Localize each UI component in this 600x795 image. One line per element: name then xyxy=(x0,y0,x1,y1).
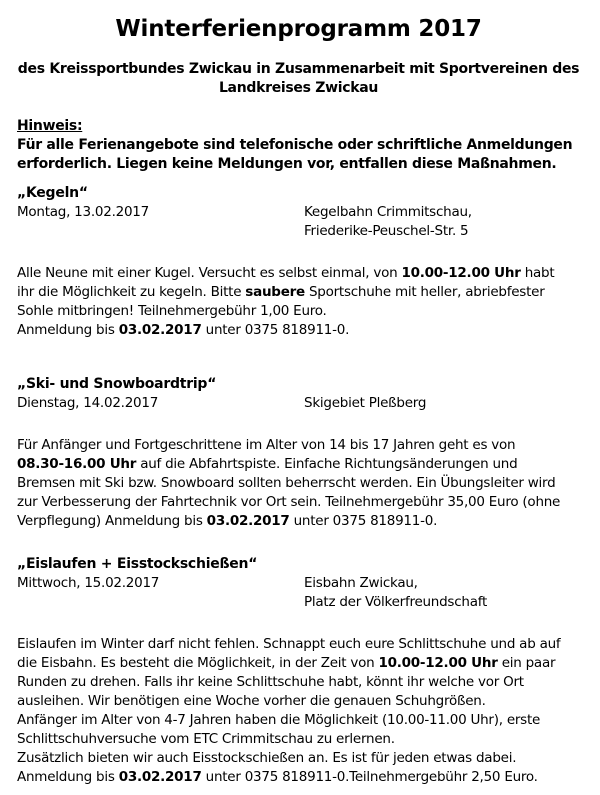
desc-line xyxy=(17,768,580,787)
notice-label: Hinweis: xyxy=(17,118,83,134)
event-title: „Eislaufen + Eisstockschießen“ xyxy=(17,556,258,572)
desc-text: habt xyxy=(520,265,555,281)
event-location-line-2: Friederike-Peuschel-Str. 5 xyxy=(304,223,469,239)
desc-line: Runden zu drehen. Falls ihr keine Schlittschuhe habt, könnt ihr welche vor Ort xyxy=(17,674,524,690)
event-kegeln xyxy=(17,184,580,340)
event-location-line-1: Kegelbahn Crimmitschau, xyxy=(304,204,472,220)
event-description xyxy=(17,436,580,531)
event-meta-row xyxy=(17,593,580,612)
desc-line: Anfänger im Alter von 4-7 Jahren haben die Möglichkeit (10.00-11.00 Uhr), erste xyxy=(17,712,541,728)
desc-text: unter 0375 818911-0.Teilnehmergebühr 2,50 Euro. xyxy=(201,769,538,785)
desc-line xyxy=(17,512,580,531)
desc-deadline: 03.02.2017 xyxy=(118,322,202,338)
desc-text: ihr die Möglichkeit zu kegeln. Bitte xyxy=(17,284,246,300)
desc-line xyxy=(17,455,580,474)
desc-text: Anmeldung bis xyxy=(17,769,119,785)
notice-block xyxy=(17,117,580,174)
notice-line-1: Für alle Ferienangebote sind telefonische oder schriftliche Anmeldungen xyxy=(17,137,573,153)
subtitle xyxy=(17,60,580,98)
event-date: Mittwoch, 15.02.2017 xyxy=(17,575,160,591)
event-description xyxy=(17,635,580,787)
desc-deadline: 03.02.2017 xyxy=(206,513,290,529)
desc-text: auf die Abfahrtspiste. Einfache Richtungsänderungen und xyxy=(136,456,518,472)
event-meta-row xyxy=(17,574,580,593)
page-title: Winterferienprogramm 2017 xyxy=(115,16,482,42)
event-ski-snowboard xyxy=(17,375,580,531)
desc-line xyxy=(17,321,580,340)
desc-line: Für Anfänger und Fortgeschrittene im Alter von 14 bis 17 Jahren geht es von xyxy=(17,437,516,453)
desc-text: Verpflegung) Anmeldung bis xyxy=(17,513,207,529)
event-title: „Kegeln“ xyxy=(17,185,88,201)
desc-text: Sportschuhe mit heller, abriebfester xyxy=(304,284,545,300)
desc-line xyxy=(17,264,580,283)
notice-line-2: erforderlich. Liegen keine Meldungen vor, entfallen diese Maßnahmen. xyxy=(17,156,557,172)
desc-time: 08.30-16.00 Uhr xyxy=(17,456,137,472)
desc-text: ein paar xyxy=(497,655,556,671)
event-date: Montag, 13.02.2017 xyxy=(17,204,149,220)
desc-line xyxy=(17,654,580,673)
event-location-line-1: Eisbahn Zwickau, xyxy=(304,575,418,591)
desc-line: Zusätzlich bieten wir auch Eisstockschießen an. Es ist für jeden etwas dabei. xyxy=(17,750,517,766)
desc-line xyxy=(17,283,580,302)
event-meta-row xyxy=(17,394,580,413)
desc-line: Schlittschuhversuche vom ETC Crimmitschau zu erlernen. xyxy=(17,731,395,747)
subtitle-line-1: des Kreissportbundes Zwickau in Zusammenarbeit mit Sportvereinen des xyxy=(17,61,580,77)
subtitle-line-2: Landkreises Zwickau xyxy=(218,80,379,96)
desc-emphasis: saubere xyxy=(245,284,305,300)
event-meta-row xyxy=(17,222,580,241)
event-location-line-1: Skigebiet Pleßberg xyxy=(304,395,427,411)
desc-text: unter 0375 818911-0. xyxy=(289,513,438,529)
event-description xyxy=(17,264,580,340)
event-title: „Ski- und Snowboardtrip“ xyxy=(17,376,217,392)
event-location-line-2: Platz der Völkerfreundschaft xyxy=(304,594,488,610)
desc-text: Anmeldung bis xyxy=(17,322,119,338)
event-meta-row xyxy=(17,203,580,222)
desc-line: ausleihen. Wir benötigen eine Woche vorher die genauen Schuhgrößen. xyxy=(17,693,486,709)
desc-line: Sohle mitbringen! Teilnehmergebühr 1,00 Euro. xyxy=(17,303,327,319)
desc-text: Alle Neune mit einer Kugel. Versucht es selbst einmal, von xyxy=(17,265,402,281)
desc-line: Bremsen mit Ski bzw. Snowboard sollten beherrscht werden. Ein Übungsleiter wird xyxy=(17,475,556,491)
event-date: Dienstag, 14.02.2017 xyxy=(17,395,159,411)
desc-time: 10.00-12.00 Uhr xyxy=(401,265,521,281)
desc-text: unter 0375 818911-0. xyxy=(201,322,350,338)
desc-text: die Eisbahn. Es besteht die Möglichkeit, in der Zeit von xyxy=(17,655,379,671)
desc-line: zur Verbesserung der Fahrtechnik vor Ort sein. Teilnehmergebühr 35,00 Euro (ohne xyxy=(17,494,561,510)
desc-time: 10.00-12.00 Uhr xyxy=(378,655,498,671)
event-eislaufen xyxy=(17,555,580,787)
desc-line: Eislaufen im Winter darf nicht fehlen. Schnappt euch eure Schlittschuhe und ab auf xyxy=(17,636,561,652)
desc-deadline: 03.02.2017 xyxy=(118,769,202,785)
